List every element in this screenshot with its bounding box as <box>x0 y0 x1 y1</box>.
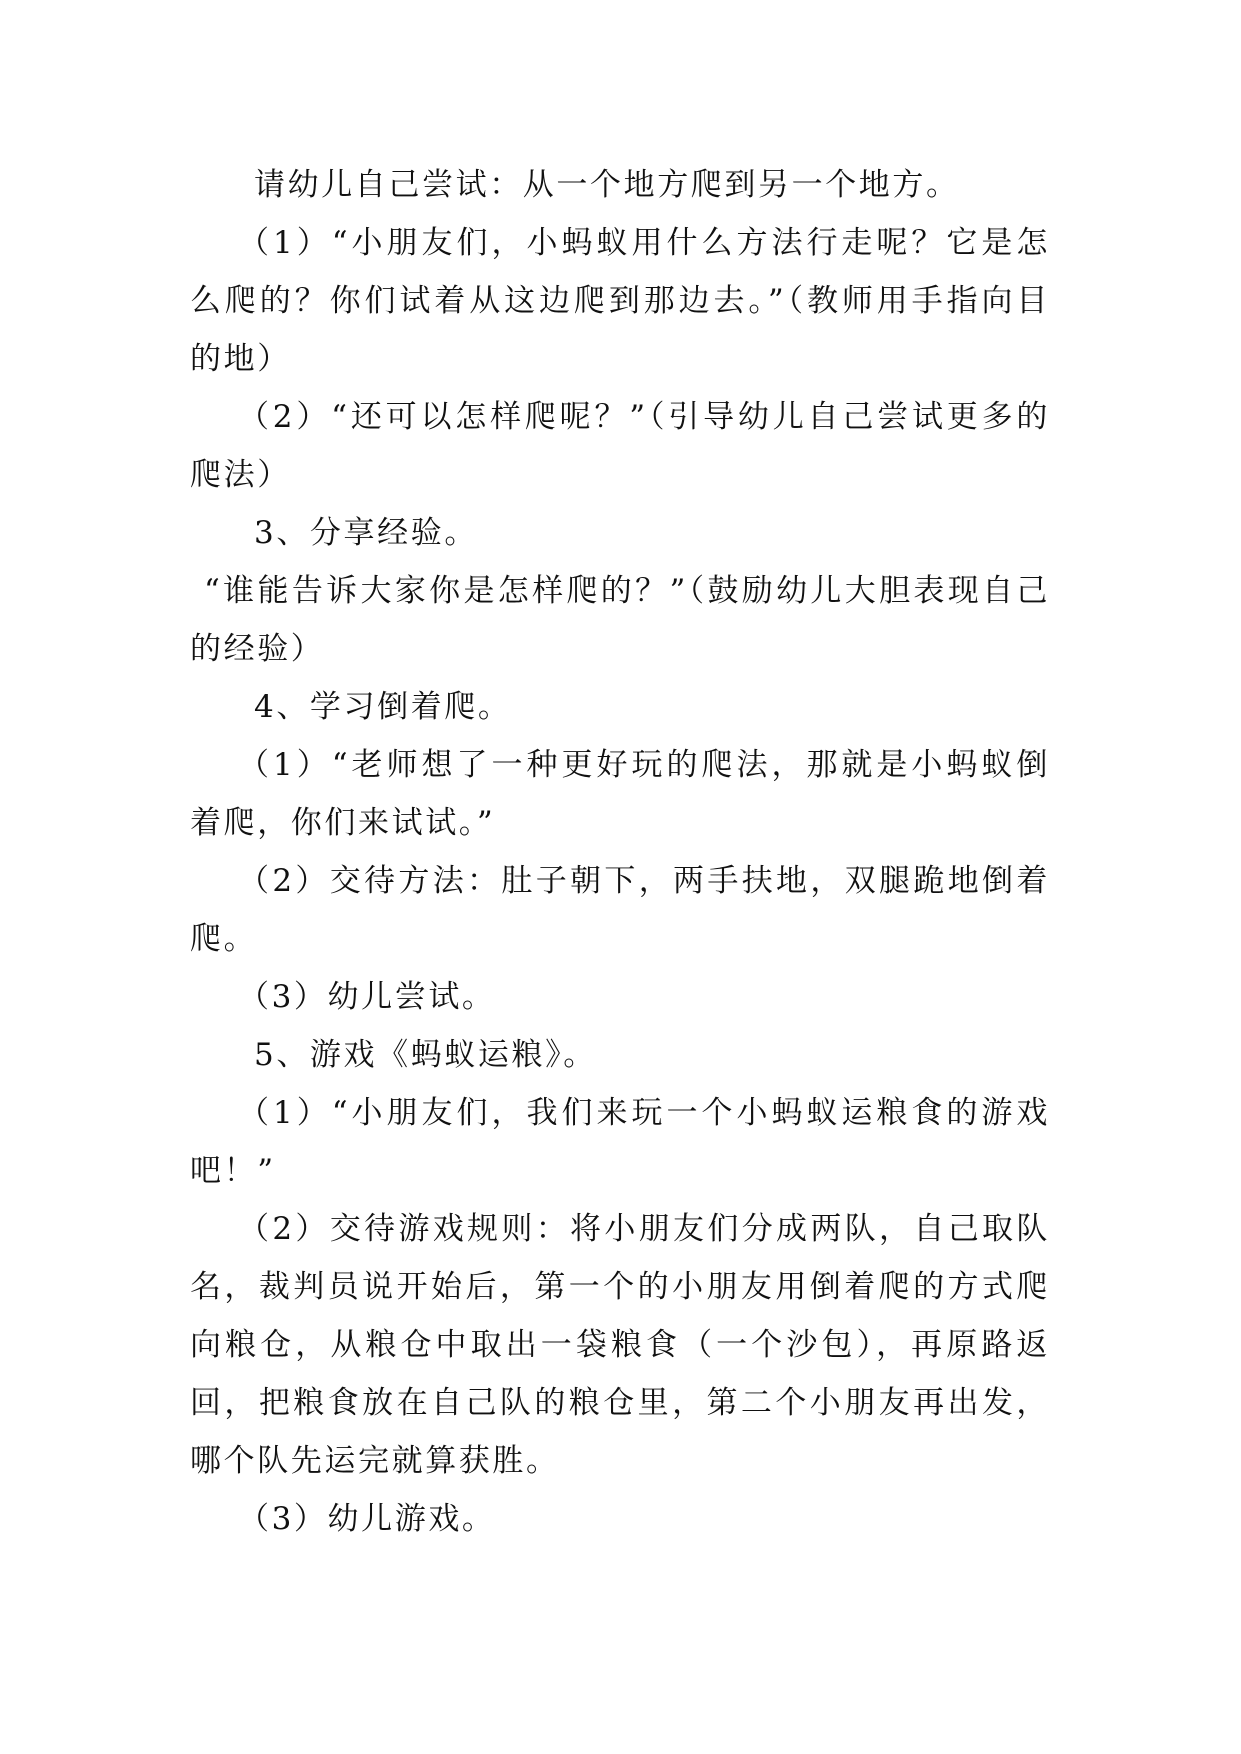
paragraph-backward-step-1: （1）“老师想了一种更好玩的爬法，那就是小蚂蚁倒着爬，你们来试试。” <box>190 747 1050 841</box>
paragraph-game-rules: （2）交待游戏规则：将小朋友们分成两队，自己取队名，裁判员说开始后，第一个的小朋友用倒着爬的方式爬向粮仓，从粮仓中取出一袋粮食（一个沙包），再原路返回，把粮食放在自己队的粮仓里，第二个小朋友再出发，哪个队先运完就算获胜。 <box>190 1211 1050 1479</box>
paragraph-backward-step-2: （2）交待方法：肚子朝下，两手扶地，双腿跪地倒着爬。 <box>190 863 1050 957</box>
paragraph-game-step-3: （3）幼儿游戏。 <box>238 1501 496 1537</box>
paragraph-share-question: “谁能告诉大家你是怎样爬的？”（鼓励幼儿大胆表现自己的经验） <box>190 573 1050 667</box>
section-heading-game-ants-carry-food: 5、游戏《蚂蚁运粮》。 <box>254 1037 597 1073</box>
paragraph-step-1-how-ants-walk: （1）“小朋友们，小蚂蚁用什么方法行走呢？它是怎么爬的？你们试着从这边爬到那边去。”（教师用手指向目的地） <box>190 225 1050 377</box>
section-heading-learn-backward-crawl: 4、学习倒着爬。 <box>254 689 512 725</box>
document-body <box>190 156 1050 1548</box>
paragraph-game-step-1: （1）“小朋友们，我们来玩一个小蚂蚁运粮食的游戏吧！” <box>190 1095 1050 1189</box>
paragraph-step-2-other-ways: （2）“还可以怎样爬呢？”（引导幼儿自己尝试更多的爬法） <box>190 399 1050 493</box>
paragraph-try-crawl: 请幼儿自己尝试：从一个地方爬到另一个地方。 <box>254 167 960 203</box>
section-heading-share-experience: 3、分享经验。 <box>254 515 478 551</box>
paragraph-backward-step-3: （3）幼儿尝试。 <box>238 979 496 1015</box>
